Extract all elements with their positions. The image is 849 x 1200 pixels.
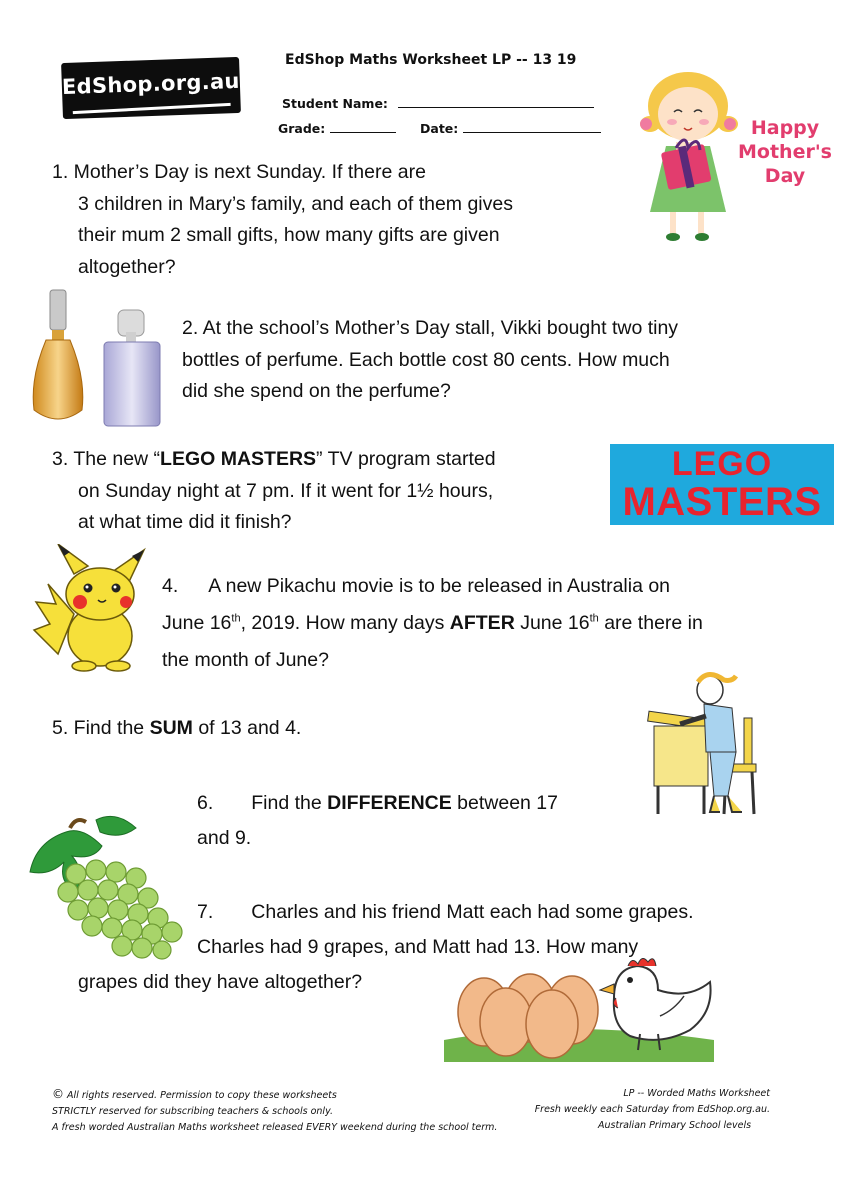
q7-number: 7. xyxy=(197,901,214,923)
q4-line3: the month of June? xyxy=(162,649,329,671)
lego-banner-line2: MASTERS xyxy=(622,480,822,524)
q1-line3: their mum 2 small gifts, how many gifts are given xyxy=(78,224,500,246)
question-2 xyxy=(182,313,678,408)
footer-left-line1 xyxy=(52,1086,497,1104)
footer-left xyxy=(52,1086,497,1136)
q6-a: Find the xyxy=(251,792,328,814)
student-at-desk-illustration xyxy=(640,668,770,818)
grapes-illustration xyxy=(26,812,188,962)
lego-masters-banner xyxy=(610,444,834,525)
q4-sup1: th xyxy=(231,612,241,625)
grade-date-row xyxy=(278,120,601,136)
logo-text: EdShop.org.au xyxy=(61,68,241,100)
edshop-logo xyxy=(61,57,241,119)
student-name-label: Student Name: xyxy=(282,96,388,111)
student-name-row xyxy=(282,95,594,111)
footer-left-line2: STRICTLY reserved for subscribing teachers & schools only. xyxy=(52,1106,333,1117)
q4-line2-d: are there in xyxy=(598,612,703,634)
perfume-bottles-illustration xyxy=(24,288,174,430)
question-5 xyxy=(52,713,301,745)
q5-a: 5. Find the xyxy=(52,717,150,739)
q2-line1: 2. At the school’s Mother’s Day stall, Vikki bought two tiny xyxy=(182,317,679,339)
q4-line2-b: , 2019. How many days xyxy=(240,612,450,634)
q3-line1-bold: LEGO MASTERS xyxy=(160,448,317,470)
question-7 xyxy=(197,895,694,965)
q4-line2 xyxy=(162,605,703,642)
q4-sup2: th xyxy=(589,612,599,625)
q2-line2: bottles of perfume. Each bottle cost 80 cents. How much xyxy=(182,348,670,371)
badge-line-day: Day xyxy=(764,165,806,187)
student-name-blank xyxy=(398,95,594,108)
grade-blank xyxy=(330,120,396,133)
q7-line1 xyxy=(197,895,694,930)
q7-line2: Charles had 9 grapes, and Matt had 13. How many xyxy=(197,936,639,958)
q4-line2-bold: AFTER xyxy=(449,612,515,634)
q6-bold: DIFFERENCE xyxy=(327,792,452,814)
happy-mothers-day-badge xyxy=(735,116,835,188)
question-6 xyxy=(197,786,558,856)
badge-line-mothers: Mother's xyxy=(738,141,832,163)
mothers-day-girl-illustration xyxy=(636,66,738,246)
footer-right-line3-placed: Australian Primary School levels xyxy=(598,1120,752,1131)
q4-line1 xyxy=(162,568,703,605)
q1-line1: 1. Mother’s Day is next Sunday. If there are xyxy=(52,161,426,183)
q5-b: of 13 and 4. xyxy=(192,717,302,739)
footer-right-line2: Fresh weekly each Saturday from EdShop.org.au. xyxy=(534,1104,770,1115)
q6-line2: and 9. xyxy=(197,827,252,849)
question-3 xyxy=(52,444,496,539)
copyright-symbol: © xyxy=(52,1087,64,1101)
eggs-and-hen-illustration xyxy=(444,958,714,1062)
question-7-line3: grapes did they have altogether? xyxy=(78,971,363,993)
footer-right-line1: LP -- Worded Maths Worksheet xyxy=(623,1088,770,1099)
q4-number: 4. xyxy=(162,575,179,597)
q3-line1-a: 3. The new “ xyxy=(52,448,161,470)
lego-banner-line1: LEGO xyxy=(671,445,773,483)
q3-line1 xyxy=(52,444,496,476)
q4-line2-c: June 16 xyxy=(514,612,590,634)
q5-line xyxy=(52,713,301,745)
q5-bold: SUM xyxy=(149,717,193,739)
q1-line2: 3 children in Mary’s family, and each of them gives xyxy=(78,192,513,215)
q4-line1-text: A new Pikachu movie is to be released in Australia on xyxy=(208,575,671,597)
grade-label: Grade: xyxy=(278,121,326,136)
q1-line4: altogether? xyxy=(78,255,176,278)
q3-line1-c: ” TV program started xyxy=(316,448,496,470)
worksheet-title: EdShop Maths Worksheet LP -- 13 19 xyxy=(285,52,577,68)
q6-b: between 17 xyxy=(451,792,559,814)
logo-underline xyxy=(73,103,231,114)
question-4 xyxy=(162,568,703,679)
date-label: Date: xyxy=(420,121,459,136)
q2-line3: did she spend on the perfume? xyxy=(182,380,451,402)
pikachu-illustration xyxy=(28,544,154,674)
q6-number: 6. xyxy=(197,792,214,814)
badge-line-happy: Happy xyxy=(750,117,820,139)
footer-left-line3: A fresh worded Australian Maths worksheet released EVERY weekend during the school term. xyxy=(52,1122,498,1133)
q7-line1-text: Charles and his friend Matt each had some grapes. xyxy=(251,901,694,923)
q4-line2-a: June 16 xyxy=(162,612,232,634)
question-1 xyxy=(52,157,513,283)
date-blank xyxy=(463,120,601,133)
footer-rights: All rights reserved. Permission to copy these worksheets xyxy=(64,1090,337,1101)
q6-line1 xyxy=(197,786,558,821)
q3-line2: on Sunday night at 7 pm. If it went for 1½ hours, xyxy=(78,479,494,502)
q3-line3: at what time did it finish? xyxy=(78,511,292,533)
